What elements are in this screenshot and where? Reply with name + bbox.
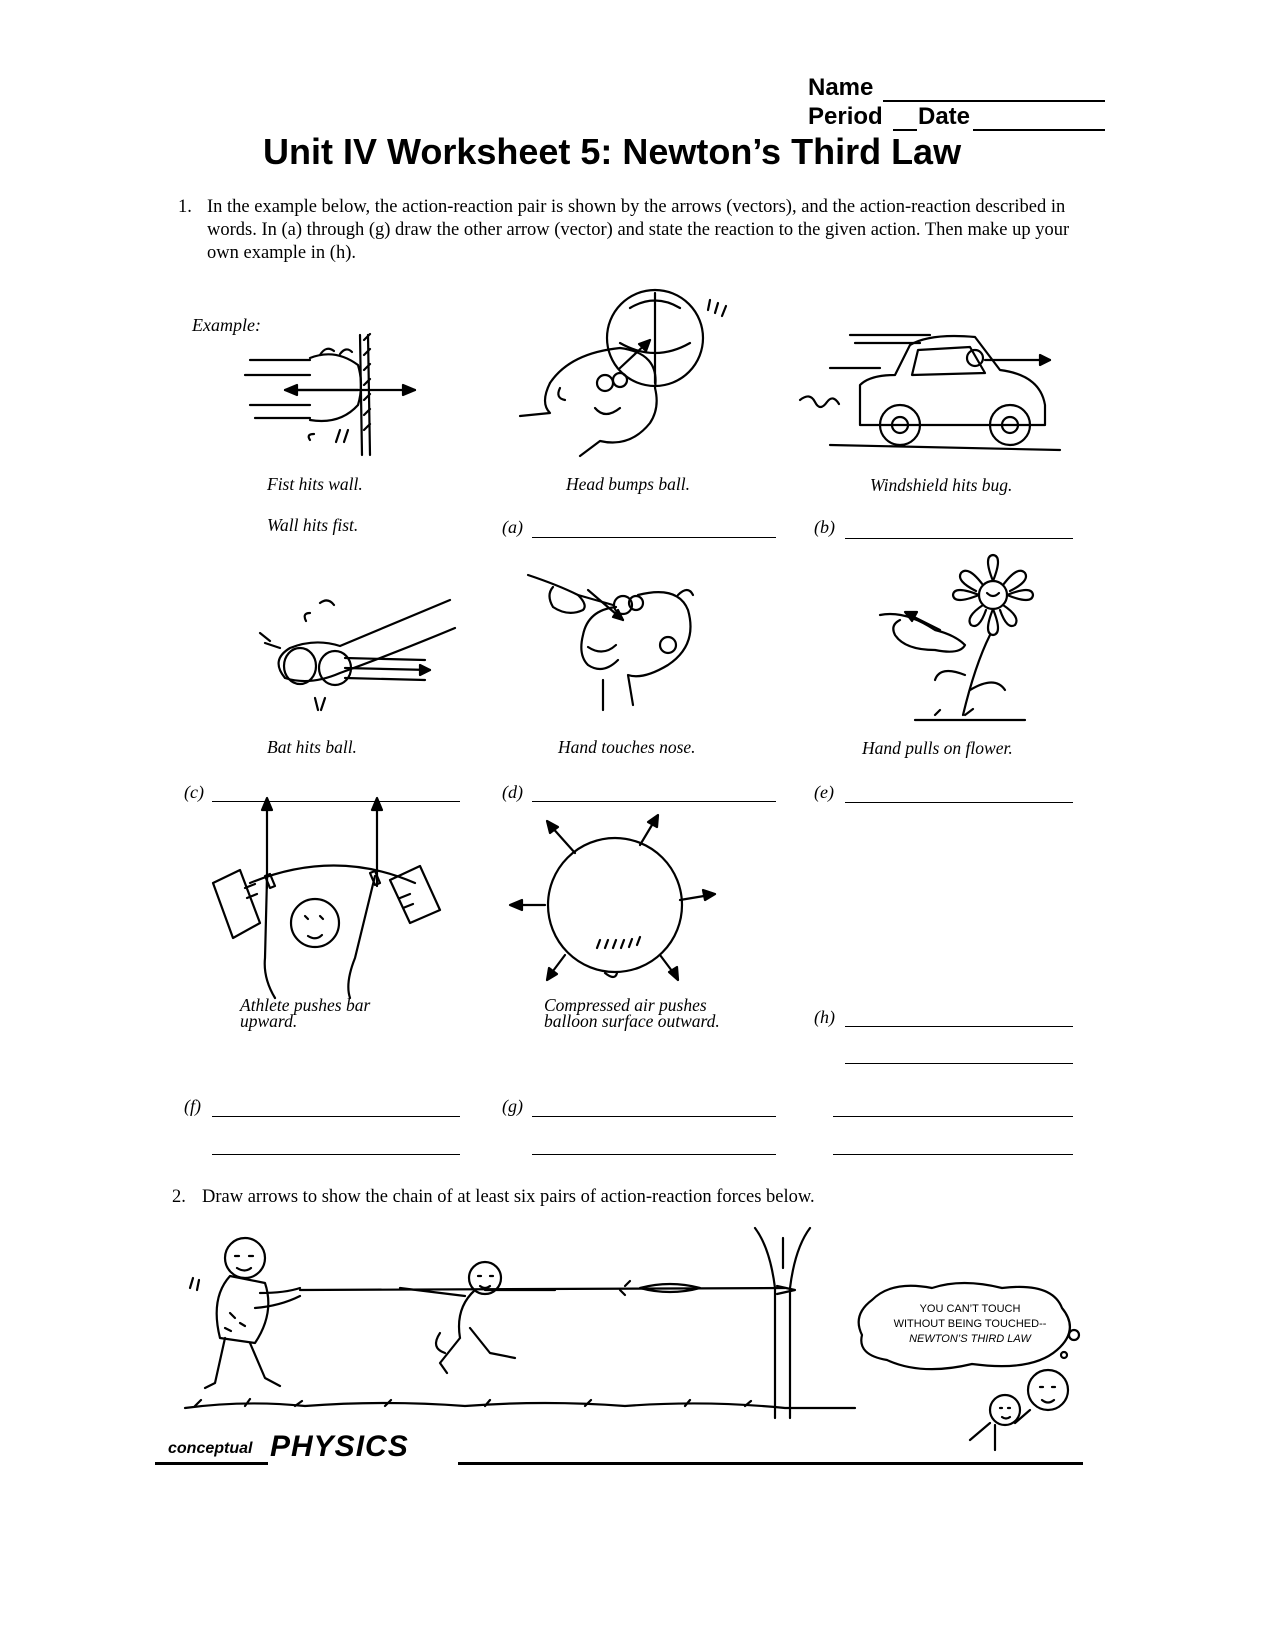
answer-line-f-2[interactable]	[212, 1154, 460, 1155]
name-label: Name	[808, 74, 874, 101]
letter-d: (d)	[502, 782, 523, 802]
answer-line-h-4[interactable]	[833, 1154, 1073, 1155]
caption-g-line-2: balloon surface outward.	[544, 1011, 720, 1031]
answer-line-h-1[interactable]	[845, 1026, 1073, 1027]
question-2-number: 2.	[172, 1187, 186, 1207]
date-label: Date	[918, 103, 971, 130]
date-field[interactable]	[973, 105, 1105, 131]
question-1-text: In the example below, the action-reaction pair is shown by the arrows (vectors), and the action-reaction described in words. In (a) through (g) draw the other arrow (vector) and state the reaction to the given action. Then make up your own example in (h).	[207, 197, 1070, 263]
caption-b: Windshield hits bug.	[870, 475, 1013, 495]
athlete-bar-illustration	[205, 828, 455, 998]
name-field[interactable]	[883, 76, 1105, 102]
caption-c: Bat hits ball.	[267, 737, 357, 757]
head-ball-illustration	[510, 288, 750, 463]
page-title: Unit IV Worksheet 5: Newton’s Third Law	[263, 131, 962, 172]
answer-line-g-2[interactable]	[532, 1154, 776, 1155]
answer-line-f-1[interactable]	[212, 1116, 460, 1117]
logo-physics: PHYSICS	[270, 1430, 409, 1463]
children-illustration	[960, 1365, 1080, 1455]
caption-e: Hand pulls on flower.	[862, 738, 1013, 758]
answer-line-h-3[interactable]	[833, 1116, 1073, 1117]
period-label: Period	[808, 103, 883, 130]
balloon-illustration	[520, 815, 710, 990]
answer-line-b[interactable]	[845, 538, 1073, 539]
answer-line-a[interactable]	[532, 537, 776, 538]
letter-e: (e)	[814, 782, 834, 802]
question-2-text: Draw arrows to show the chain of at least six pairs of action-reaction forces below.	[202, 1187, 815, 1207]
footer-rule-left	[155, 1462, 268, 1465]
letter-f: (f)	[184, 1096, 201, 1116]
tug-of-war-illustration	[185, 1228, 855, 1418]
caption-f-line-2: upward.	[240, 1011, 298, 1031]
letter-c: (c)	[184, 782, 204, 802]
letter-b: (b)	[814, 517, 835, 537]
bubble-line-3: NEWTON’S THIRD LAW	[909, 1333, 1031, 1345]
letter-g: (g)	[502, 1096, 523, 1116]
period-field[interactable]	[893, 105, 917, 131]
answer-line-c[interactable]	[212, 801, 460, 802]
caption-a: Head bumps ball.	[566, 474, 690, 494]
caption-f-line-1: Athlete pushes bar	[240, 995, 371, 1015]
example-reaction-caption: Wall hits fist.	[267, 515, 359, 535]
bubble-line-2: WITHOUT BEING TOUCHED--	[893, 1318, 1047, 1330]
letter-h: (h)	[814, 1007, 835, 1027]
footer-rule-right	[458, 1462, 1083, 1465]
bat-ball-illustration	[255, 598, 455, 718]
question-1-number: 1.	[178, 197, 192, 217]
caption-d: Hand touches nose.	[558, 737, 696, 757]
letter-a: (a)	[502, 517, 523, 537]
car-bug-illustration	[800, 325, 1070, 465]
answer-line-g-1[interactable]	[532, 1116, 776, 1117]
hand-flower-illustration	[875, 555, 1065, 730]
logo-conceptual: conceptual	[168, 1440, 253, 1457]
fist-wall-illustration	[240, 330, 430, 460]
answer-line-h-2[interactable]	[845, 1063, 1073, 1064]
hand-nose-illustration	[528, 565, 728, 725]
answer-line-e[interactable]	[845, 802, 1073, 803]
answer-line-d[interactable]	[532, 801, 776, 802]
caption-g-line-1: Compressed air pushes	[544, 995, 707, 1015]
example-label: Example:	[192, 315, 261, 335]
example-action-caption: Fist hits wall.	[267, 474, 363, 494]
bubble-line-1: YOU CAN’T TOUCH	[919, 1303, 1021, 1315]
